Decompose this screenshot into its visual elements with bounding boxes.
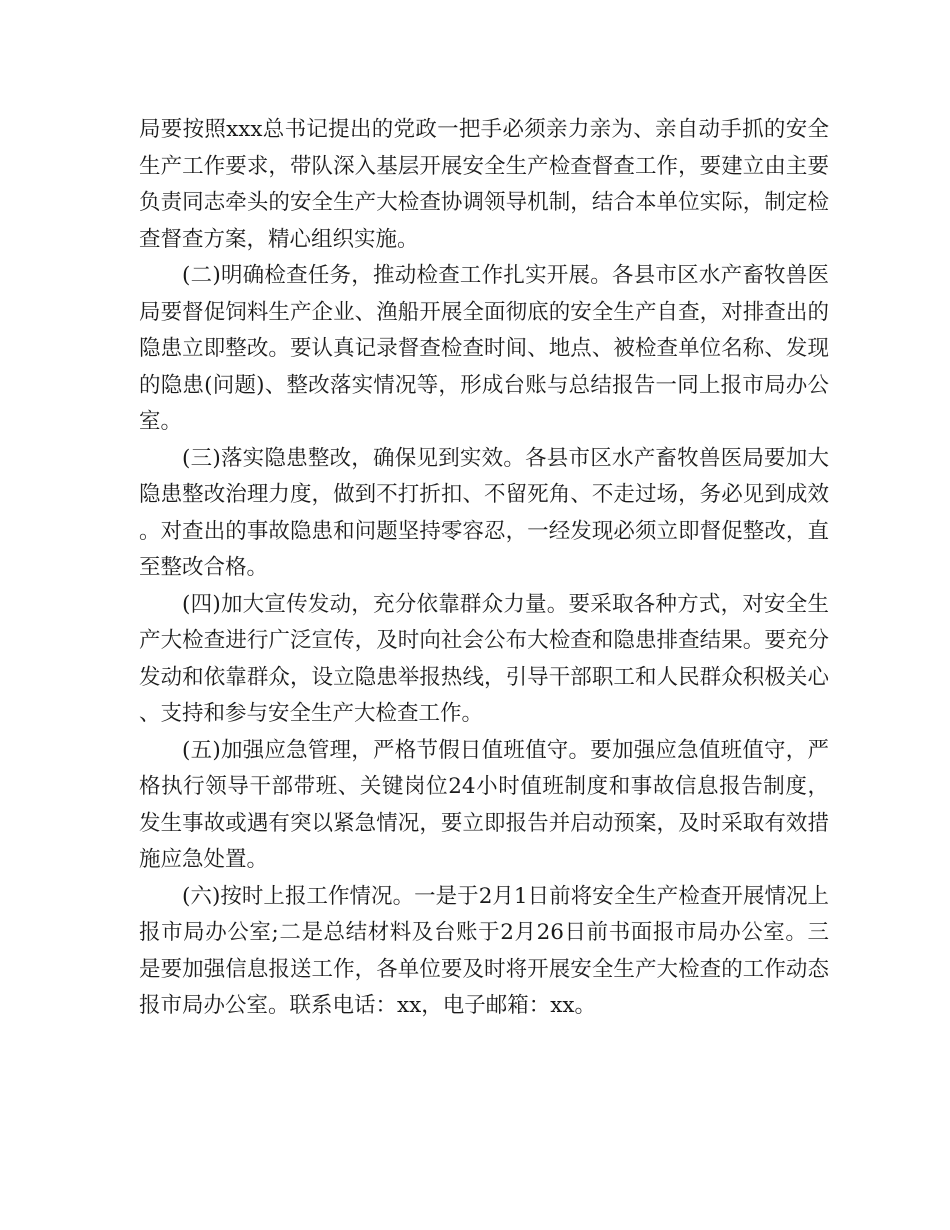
paragraph-publicity: (四)加大宣传发动，充分依靠群众力量。要采取各种方式，对安全生产大检查进行广泛宣传，及时向社会公布大检查和隐患排查结果。要充分发动和依靠群众，设立隐患举报热线，引导干部职工和人民群众积极关心、支持和参与安全生产大检查工作。 <box>139 591 829 726</box>
paragraph-inspection-tasks: (二)明确检查任务，推动检查工作扎实开展。各县市区水产畜牧兽医局要督促饲料生产企业、渔船开展全面彻底的安全生产自查，对排查出的隐患立即整改。要认真记录督查检查时间、地点、被检查单位名称、发现的隐患(问题)、整改落实情况等，形成台账与总结报告一同上报市局办公室。 <box>139 263 829 434</box>
document-body <box>139 112 829 1025</box>
paragraph-leadership-requirement: 局要按照xxx总书记提出的党政一把手必须亲力亲为、亲自动手抓的安全生产工作要求，带队深入基层开展安全生产检查督查工作，要建立由主要负责同志牵头的安全生产大检查协调领导机制，结合本单位实际，制定检查督查方案，精心组织实施。 <box>139 117 829 252</box>
paragraph-emergency-management: (五)加强应急管理，严格节假日值班值守。要加强应急值班值守，严格执行领导干部带班、关键岗位24小时值班制度和事故信息报告制度，发生事故或遇有突以紧急情况，要立即报告并启动预案，及时采取有效措施应急处置。 <box>139 737 829 872</box>
paragraph-reporting: (六)按时上报工作情况。一是于2月1日前将安全生产检查开展情况上报市局办公室;二是总结材料及台账于2月26日前书面报市局办公室。三是要加强信息报送工作，各单位要及时将开展安全生产大检查的工作动态报市局办公室。联系电话：xx，电子邮箱：xx。 <box>139 883 829 1018</box>
paragraph-hazard-rectification: (三)落实隐患整改，确保见到实效。各县市区水产畜牧兽医局要加大隐患整改治理力度，做到不打折扣、不留死角、不走过场，务必见到成效。对查出的事故隐患和问题坚持零容忍，一经发现必须立即督促整改，直至整改合格。 <box>139 445 829 580</box>
